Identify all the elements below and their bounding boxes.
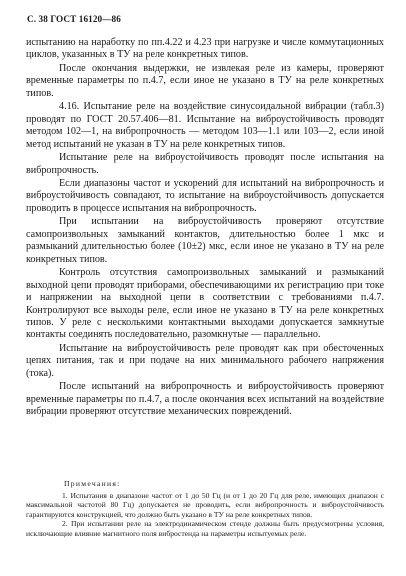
paragraph: Испытание на виброустойчивость реле проводят как при обесточенных цепях питания, так и при подаче на них минимального рабочего напряжения (тока). [26,342,384,379]
paragraph: 4.16. Испытание реле на воздействие синусоидальной вибрации (табл.3) проводят по ГОСТ 20.57.406—81. Испытание на виброустойчивость проводят методом 102—1, на вибропрочность — методом 103—1.1 или 103—2, если иной метод испытаний не указан в ТУ на реле конкретных типов. [26,101,384,150]
page-header: С. 38 ГОСТ 16120—86 [27,14,121,24]
note-item: 2. При испытании реле на электродинамическом стенде должны быть предусмотрены условия, исключающие влияние магнитного поля вибростенда на параметры испытуемых реле. [26,519,384,538]
notes-section [26,479,384,539]
paragraph: Если диапазоны частот и ускорений для испытаний на вибропрочность и виброустойчивость совпадают, то испытание на виброустойчивость допускается проводить в процессе испытания на вибропрочность. [26,177,384,214]
paragraph: При испытании на виброустойчивость проверяют отсутствие самопроизвольных замыканий контактов, длительностью более 1 мкс и размыканий длительностью более (10±2) мкс, если иное не указано в ТУ на реле конкретных типов. [26,216,384,265]
body-text [26,37,384,420]
note-item: 1. Испытания в диапазоне частот от 1 до 50 Гц (и от 1 до 20 Гц для реле, имеющих диапазон с максимальной частотой 80 Гц) допускается не проводить, если вибропрочность и виброустойчивость гарантируются конструкцией, что должно быть указано в ТУ на реле конкретных типов. [26,490,384,519]
paragraph: После окончания выдержки, не извлекая реле из камеры, проверяют временные параметры по п.4.7, если иное не указано в ТУ на реле конкретных типов. [26,62,384,99]
paragraph: Испытание реле на виброустойчивость проводят после испытания на вибропрочность. [26,152,384,176]
notes-title: Примечания: [64,479,121,488]
paragraph: После испытаний на вибропрочность и виброустойчивость проверяют временные параметры по п.4.7, а после окончания всех испытаний на воздействие вибрации проверяют отсутствие механических повреждений. [26,381,384,418]
paragraph: Контроль отсутствия самопроизвольных замыканий и размыканий выходной цепи проводят приборами, обеспечивающими их регистрацию при токе и напряжении на выходной цепи в соответствии с требованиями п.4.7. Контролируют все выходы реле, если иное не указано в ТУ на реле конкретных типов. У реле с несколькими контактными выходами допускается замкнутые контакты соединять последовательно, разомкнутые — параллельно. [26,267,384,341]
paragraph: испытанию на наработку по пп.4.22 и 4.23 при нагрузке и числе коммутационных циклов, указанных в ТУ на реле конкретных типов. [26,37,384,61]
